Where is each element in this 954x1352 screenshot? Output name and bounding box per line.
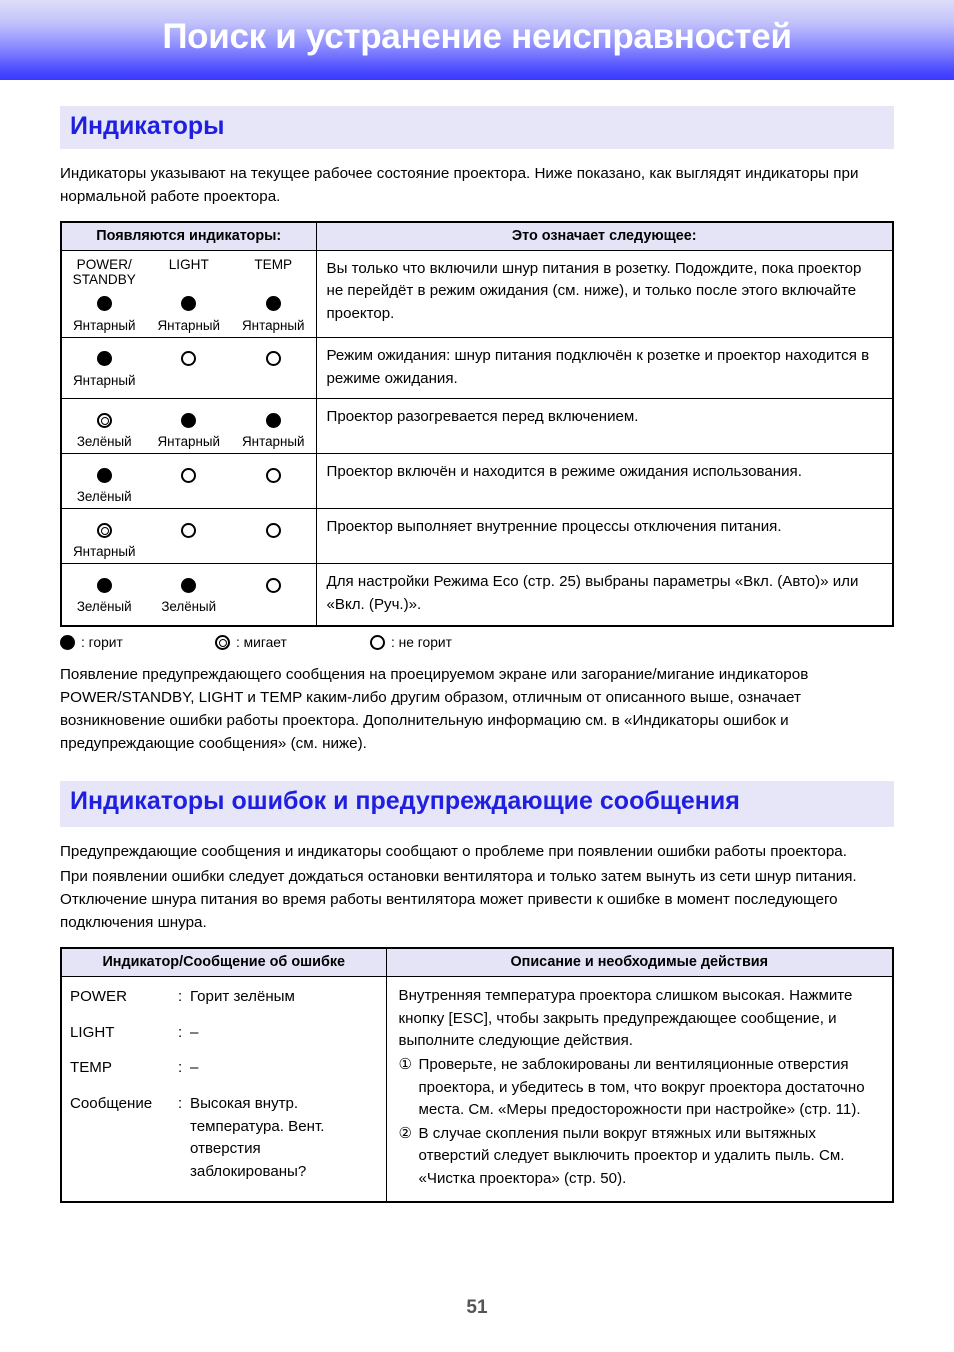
indicator-names xyxy=(62,257,316,289)
legend-label: : мигает xyxy=(236,634,287,650)
indicators-table xyxy=(60,221,894,627)
indicator-color-labels xyxy=(62,599,316,614)
indicator-lamps xyxy=(62,411,316,429)
table-row xyxy=(61,564,893,626)
section-heading-error-indicators: Индикаторы ошибок и предупреждающие сообщения xyxy=(60,781,894,827)
column-header-description: Описание и необходимые действия xyxy=(386,948,893,977)
indicator-name-power: POWER/ STANDBY xyxy=(72,256,136,287)
page-banner-title: Поиск и устранение неисправностей xyxy=(162,17,792,56)
indicator-description-cell: Для настройки Режима Eco (стр. 25) выбраны параметры «Вкл. (Авто)» или «Вкл. (Руч.)». xyxy=(316,564,893,626)
indicator-color-label: Янтарный xyxy=(242,318,305,334)
indicator-color-label xyxy=(147,544,232,559)
section2-paragraph-2: При появлении ошибки следует дождаться остановки вентилятора и только затем вынуть из сети шнур питания. Отключение шнура питания во время работы вентилятора может привести к ошибке в момент последующего подключения шнура. xyxy=(60,867,857,931)
error-indicator-cell xyxy=(61,976,386,1201)
error-item-colon: : xyxy=(178,987,183,1005)
lamp-on-icon xyxy=(266,413,281,428)
indicator-lamps xyxy=(62,466,316,484)
indicator-color-labels xyxy=(62,489,316,504)
indicator-lamps xyxy=(62,350,316,368)
indicator-state-cell xyxy=(61,509,316,564)
indicator-color-labels xyxy=(62,373,316,388)
section-heading-indicators: Индикаторы xyxy=(60,106,894,149)
indicator-color-labels xyxy=(62,318,316,333)
lamp-off-icon xyxy=(266,468,281,483)
lamp-on-icon xyxy=(181,413,196,428)
error-item xyxy=(70,986,380,1009)
legend-label: : горит xyxy=(81,634,123,650)
indicator-color-label: Янтарный xyxy=(157,434,220,450)
indicator-state-cell xyxy=(61,250,316,337)
error-item-label: Сообщение xyxy=(70,1094,153,1112)
table-row xyxy=(61,454,893,509)
indicator-state-cell xyxy=(61,338,316,399)
indicator-color-label: Зелёный xyxy=(161,599,217,615)
lamp-off-icon xyxy=(181,351,196,366)
lamp-off-icon xyxy=(181,468,196,483)
table-row xyxy=(61,250,893,337)
page-number: 51 xyxy=(466,1297,488,1318)
error-description-cell xyxy=(386,976,893,1201)
lamp-on-icon xyxy=(60,635,75,650)
indicator-color-label: Зелёный xyxy=(76,489,132,505)
column-header-meaning: Это означает следующее: xyxy=(316,222,893,251)
action-step-text: Проверьте, не заблокированы ли вентиляционные отверстия проектора, и убедитесь в том, что вокруг проектора достаточно места. См. «Меры предосторожности при настройке» (стр. 11). xyxy=(418,1055,865,1119)
lamp-off-icon xyxy=(266,523,281,538)
lamp-on-icon xyxy=(97,351,112,366)
lamp-on-icon xyxy=(266,296,281,311)
legend-item-blink xyxy=(215,635,370,650)
error-messages-table-body xyxy=(61,976,893,1201)
indicator-color-label xyxy=(231,544,316,559)
indicator-color-label xyxy=(231,599,316,614)
circled-number-icon: ① xyxy=(398,1055,413,1073)
lamp-off-icon xyxy=(181,523,196,538)
lamp-off-icon xyxy=(266,351,281,366)
lamp-on-icon xyxy=(97,296,112,311)
indicator-lamps xyxy=(62,521,316,539)
error-item-label: LIGHT xyxy=(70,1023,115,1041)
action-step xyxy=(399,1123,883,1191)
indicator-color-label xyxy=(147,489,232,504)
indicator-color-label xyxy=(147,373,232,388)
error-item-value: Горит зелёным xyxy=(190,987,295,1005)
indicators-table-body xyxy=(61,250,893,626)
indicator-color-label: Янтарный xyxy=(242,434,305,450)
action-step xyxy=(399,1054,883,1122)
legend-item-on xyxy=(60,635,215,650)
indicator-color-label: Янтарный xyxy=(73,544,136,560)
lamp-on-icon xyxy=(97,578,112,593)
section1-intro-paragraph: Индикаторы указывают на текущее рабочее состояние проектора. Ниже показано, как выглядят индикаторы при нормальной работе проектора. xyxy=(60,164,859,205)
lamp-blinking-icon xyxy=(97,413,112,428)
column-header-indicators: Появляются индикаторы: xyxy=(61,222,316,251)
lamp-blinking-icon xyxy=(215,635,230,650)
error-item-value: Высокая внутр. температура. Вент. отверстия заблокированы? xyxy=(190,1094,325,1180)
error-item-value: – xyxy=(190,1059,199,1077)
table-row xyxy=(61,976,893,1201)
indicator-description-cell: Вы только что включили шнур питания в розетку. Подождите, пока проектор не перейдёт в режим ожидания (см. ниже), и только после этого включайте проектор. xyxy=(316,250,893,337)
lamp-off-icon xyxy=(370,635,385,650)
indicator-description-cell: Проектор разогревается перед включением. xyxy=(316,399,893,454)
lamp-off-icon xyxy=(266,578,281,593)
table-row xyxy=(61,399,893,454)
indicator-color-label: Янтарный xyxy=(157,318,220,334)
lamp-on-icon xyxy=(181,578,196,593)
error-item-label: TEMP xyxy=(70,1059,112,1077)
lamp-on-icon xyxy=(181,296,196,311)
error-item-colon: : xyxy=(178,1023,183,1041)
indicator-color-label: Зелёный xyxy=(76,434,132,450)
indicator-state-cell xyxy=(61,454,316,509)
section2-paragraph-1: Предупреждающие сообщения и индикаторы сообщают о проблеме при появлении ошибки работы проектора. xyxy=(60,842,847,860)
lamp-legend xyxy=(60,635,894,650)
indicator-color-label: Зелёный xyxy=(76,599,132,615)
legend-label: : не горит xyxy=(391,634,452,650)
indicator-name-temp: TEMP xyxy=(254,256,293,272)
table-header-row xyxy=(61,222,893,251)
indicator-color-label: Янтарный xyxy=(73,318,136,334)
section1-outro-paragraph: Появление предупреждающего сообщения на проецируемом экране или загорание/мигание индикаторов POWER/STANDBY, LIGHT и TEMP каким-либо другим образом, отличным от описанного выше, означает возникновение ошибки работы проектора. Дополнительную информацию см. в «Индикаторы ошибок и предупреждающие сообщения» (см. ниже). xyxy=(60,665,809,752)
page-banner xyxy=(0,0,954,80)
indicator-name-light: LIGHT xyxy=(168,256,209,272)
action-step-text: В случае скопления пыли вокруг втяжных или вытяжных отверстий следует выключить проектор и удалить пыль. См. «Чистка проектора» (стр. 50). xyxy=(418,1124,845,1188)
table-row xyxy=(61,338,893,399)
indicator-color-label: Янтарный xyxy=(73,373,136,389)
indicator-description-cell: Проектор выполняет внутренние процессы отключения питания. xyxy=(316,509,893,564)
indicator-color-labels xyxy=(62,544,316,559)
table-row xyxy=(61,509,893,564)
indicator-description-cell: Проектор включён и находится в режиме ожидания использования. xyxy=(316,454,893,509)
indicator-description-cell: Режим ожидания: шнур питания подключён к розетке и проектор находится в режиме ожидания. xyxy=(316,338,893,399)
indicator-state-cell xyxy=(61,564,316,626)
error-item xyxy=(70,1093,380,1184)
indicator-color-label xyxy=(231,373,316,388)
error-item-value: – xyxy=(190,1023,199,1041)
page-content xyxy=(0,106,954,1203)
indicator-color-labels xyxy=(62,434,316,449)
lamp-on-icon xyxy=(97,468,112,483)
indicator-lamps xyxy=(62,576,316,594)
table-header-row xyxy=(61,948,893,977)
error-item xyxy=(70,1022,380,1045)
action-intro: Внутренняя температура проектора слишком высокая. Нажмите кнопку [ESC], чтобы закрыть предупреждающее сообщение, и выполните следующие действия. xyxy=(398,986,853,1050)
indicator-lamps xyxy=(62,295,316,313)
error-item-colon: : xyxy=(178,1059,183,1077)
error-item-label: POWER xyxy=(70,987,128,1005)
indicator-state-cell xyxy=(61,399,316,454)
circled-number-icon: ② xyxy=(398,1124,413,1142)
error-item xyxy=(70,1057,380,1080)
indicator-color-label xyxy=(231,489,316,504)
column-header-error: Индикатор/Сообщение об ошибке xyxy=(61,948,386,977)
lamp-blinking-icon xyxy=(97,523,112,538)
error-messages-table xyxy=(60,947,894,1203)
error-item-colon: : xyxy=(178,1094,183,1112)
legend-item-off xyxy=(370,635,452,650)
